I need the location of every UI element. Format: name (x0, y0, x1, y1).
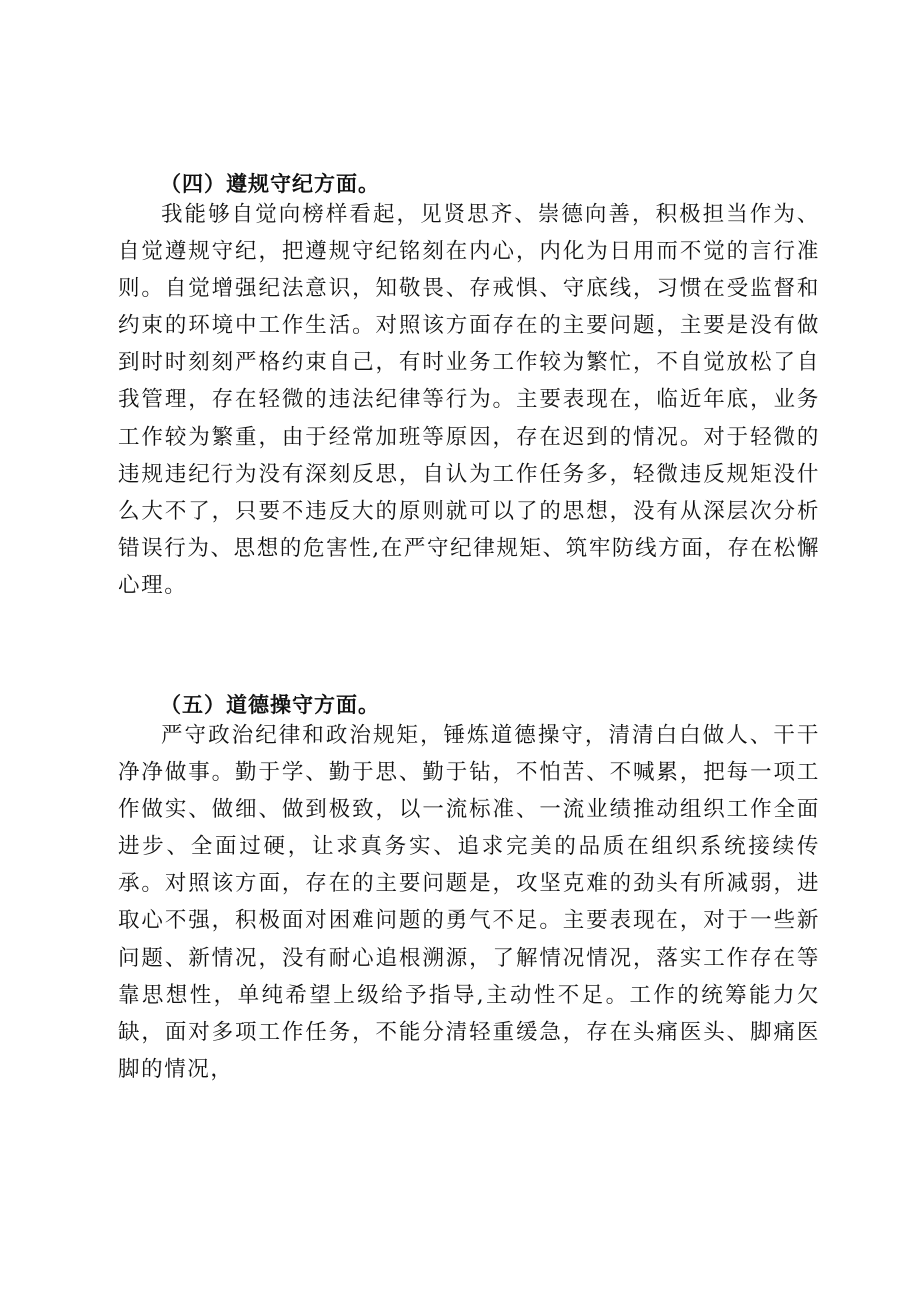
section-body-4: 我能够自觉向榜样看起，见贤思齐、崇德向善，积极担当作为、自觉遵规守纪，把遵规守纪铭刻在内心，内化为日用而不觉的言行准则。自觉增强纪法意识，知敬畏、存戒惧、守底线，习惯在受监督和约束的环境中工作生活。对照该方面存在的主要问题，主要是没有做到时时刻刻严格约束自己，有时业务工作较为繁忙，不自觉放松了自我管理，存在轻微的违法纪律等行为。主要表现在，临近年底，业务工作较为繁重，由于经常加班等原因，存在迟到的情况。对于轻微的违规违纪行为没有深刻反思，自认为工作任务多，轻微违反规矩没什么大不了，只要不违反大的原则就可以了的思想，没有从深层次分析错误行为、思想的危害性,在严守纪律规矩、筑牢防线方面，存在松懈心理。 (118, 202, 820, 598)
section-heading-4: （四）遵规守纪方面。 (160, 172, 380, 196)
section-body-5: 严守政治纪律和政治规矩，锤炼道德操守，清清白白做人、干干净净做事。勤于学、勤于思、勤于钻，不怕苦、不喊累，把每一项工作做实、做细、做到极致，以一流标准、一流业绩推动组织工作全面进步、全面过硬，让求真务实、追求完美的品质在组织系统接续传承。对照该方面，存在的主要问题是，攻坚克难的劲头有所减弱，进取心不强，积极面对困难问题的勇气不足。主要表现在，对于一些新问题、新情况，没有耐心追根溯源，了解情况情况，落实工作存在等靠思想性，单纯希望上级给予指导,主动性不足。工作的统筹能力欠缺，面对多项工作任务，不能分清轻重缓急，存在头痛医头、脚痛医脚的情况， (118, 723, 820, 1082)
section-heading-5: （五）道德操守方面。 (160, 693, 380, 717)
